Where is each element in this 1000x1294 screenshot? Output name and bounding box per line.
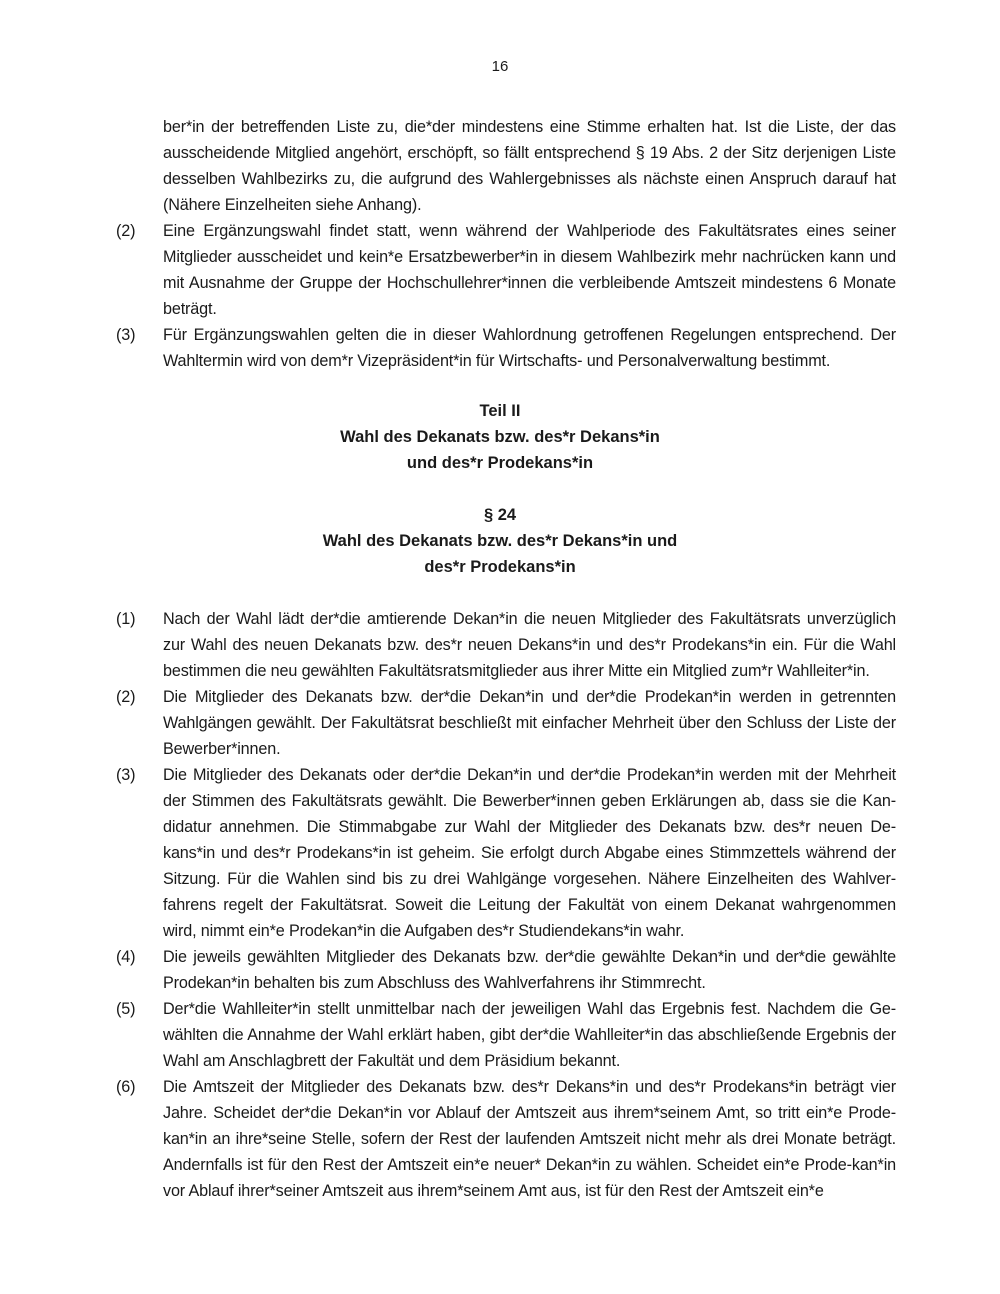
section-paragraph-3 [108,762,896,944]
paragraph-number: (2) [116,688,136,706]
section-paragraph-4 [108,944,896,996]
part-heading-line: Teil II [479,402,521,420]
paragraph-number: (5) [116,1000,136,1018]
paragraph-text: Die jeweils gewählten Mitglieder des Dekanats bzw. der*die gewählte Dekan*in und der*die gewählte Prodekan*in behalten bis zum Abschluss des Wahlverfahrens ihr Stimmrecht. [163,948,896,992]
top-section [108,114,896,374]
section-heading-line: § 24 [483,506,517,524]
paragraph-number: (4) [116,948,136,966]
section-paragraph-6 [108,1074,896,1204]
paragraph-number: (6) [116,1078,136,1096]
paragraph-text: Nach der Wahl lädt der*die amtierende Dekan*in die neuen Mitglieder des Fakultätsrats unverzüglich zur Wahl des neuen Dekanats bzw. des*r neuen Dekans*in und des*r Prodekans*in ein. Für die Wahl bestimmen die neu gewählten Fakultätsratsmitglieder aus ihrer Mitte ein Mitglied zum*r Wahlleiter*in. [163,610,896,680]
section-paragraph-2 [108,684,896,762]
paragraph-text: Eine Ergänzungswahl findet statt, wenn während der Wahlperiode des Fakultätsrates eines seiner Mitglieder ausscheidet und kein*e Ersatzbewerber*in in diesem Wahlbezirk mehr nachrücken kann und mit Ausnahme der Gruppe der Hochschullehrer*innen die verbleibende Amtszeit mindestens 6 Monate beträgt. [163,222,896,318]
continued-paragraph: ber*in der betreffenden Liste zu, die*der mindestens eine Stimme erhalten hat. Ist die Liste, der das ausscheidende Mitglied angehört, erschöpft, so fällt entsprechend § 19 Abs. 2 der Sitz derjenigen Liste desselben Wahlbezirks zu, die aufgrund des Wahlergebnisses als nächste einen Anspruch darauf hat (Nähere Einzelheiten siehe Anhang). [163,118,896,214]
paragraph-number: (3) [116,326,136,344]
section-paragraph-5 [108,996,896,1074]
paragraph-text: Für Ergänzungswahlen gelten die in dieser Wahlordnung getroffenen Regelungen entsprechend. Der Wahltermin wird von dem*r Vizepräsident*in für Wirtschafts- und Personalverwaltung bestimmt. [163,326,896,370]
section-heading-line: Wahl des Dekanats bzw. des*r Dekans*in und [322,532,678,550]
paragraph-text: Die Mitglieder des Dekanats bzw. der*die Dekan*in und der*die Prodekan*in werden in getrennten Wahlgängen gewählt. Der Fakultätsrat beschließt mit einfacher Mehrheit über den Schluss der Liste der Bewerber*innen. [163,688,896,758]
part-heading [0,398,1000,476]
part-heading-line: und des*r Prodekans*in [406,454,594,472]
section-body [108,606,896,1204]
paragraph-text: Die Amtszeit der Mitglieder des Dekanats bzw. des*r Dekans*in und des*r Prodekans*in beträgt vier Jahre. Scheidet der*die Dekan*in vor Ablauf der Amtszeit aus ihrem*seinem Amt, so tritt ein*e Prode-kan*in an ihre*seine Stelle, sofern der Rest der laufenden Amtszeit nicht mehr als drei Monate beträgt. Andernfalls ist für den Rest der Amtszeit ein*e neuer* Dekan*in zu wählen. Scheidet ein*e Prode-kan*in vor Ablauf ihrer*seiner Amtszeit aus ihrem*seinem Amt aus, ist für den Rest der Amtszeit ein*e [163,1078,896,1200]
paragraph-number: (2) [116,222,136,240]
section-heading-line: des*r Prodekans*in [424,558,576,576]
paragraph-number: (3) [116,766,136,784]
paragraph-2 [108,218,896,322]
paragraph-3 [108,322,896,374]
paragraph-number: (1) [116,610,136,628]
paragraph-text: Der*die Wahlleiter*in stellt unmittelbar nach der jeweiligen Wahl das Ergebnis fest. Nachdem die Ge-wählten die Annahme der Wahl erklärt haben, gibt der*die Wahlleiter*in das abschließende Ergebnis der Wahl am Anschlagbrett der Fakultät und dem Präsidium bekannt. [163,1000,896,1070]
part-heading-line: Wahl des Dekanats bzw. des*r Dekans*in [340,428,660,446]
paragraph-text: Die Mitglieder des Dekanats oder der*die Dekan*in und der*die Prodekan*in werden mit der Mehrheit der Stimmen des Fakultätsrats gewählt. Die Bewerber*innen geben Erklärungen ab, dass sie die Kan-didatur annehmen. Die Stimmabgabe zur Wahl der Mitglieder des Dekanats bzw. des*r neuen De-kans*in und des*r Prodekans*in ist geheim. Sie erfolgt durch Abgabe eines Stimmzettels während der Sitzung. Für die Wahlen sind bis zu drei Wahlgänge vorgesehen. Nähere Einzelheiten des Wahlver-fahrens regelt der Fakultätsrat. Soweit die Leitung der Fakultät von einem Dekanat wahrgenommen wird, nimmt ein*e Prodekan*in die Aufgaben des*r Studiendekans*in wahr. [163,766,896,940]
section-heading [0,502,1000,580]
page-number: 16 [491,58,509,75]
section-paragraph-1 [108,606,896,684]
